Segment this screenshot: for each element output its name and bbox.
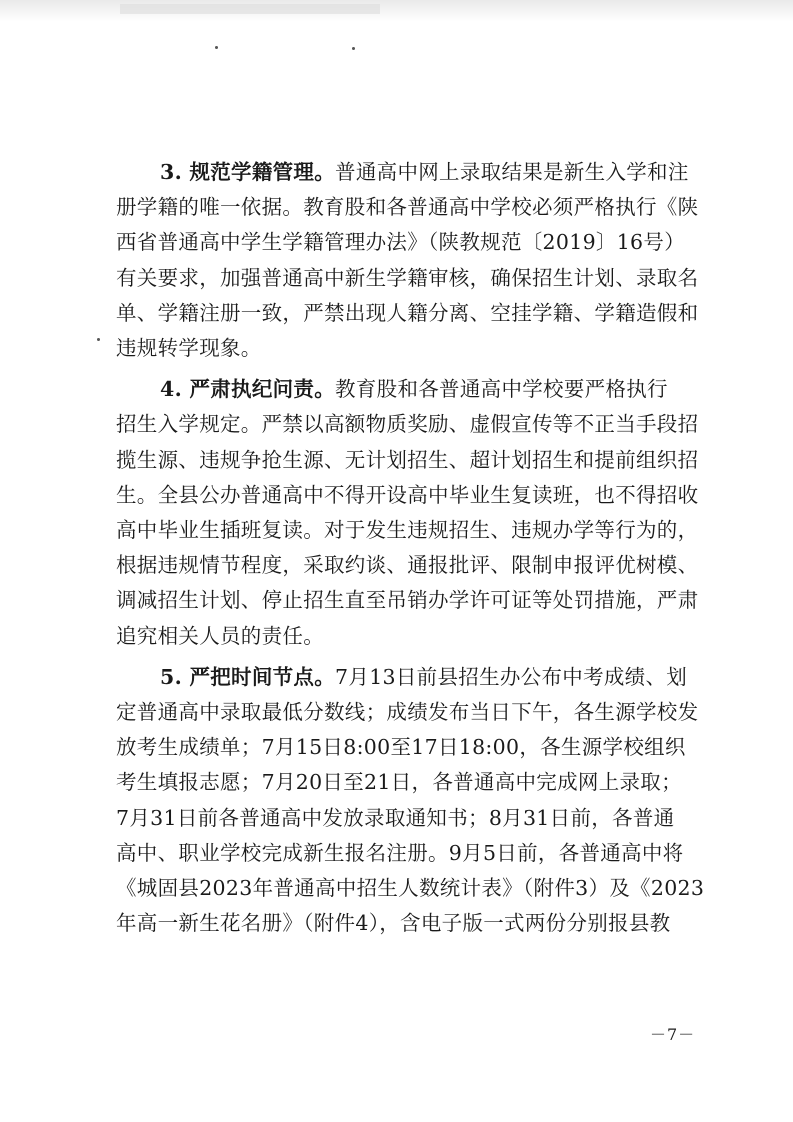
text-line: 定普通高中录取最低分数线；成绩发布当日下午，各生源学校发	[116, 700, 699, 725]
section-heading: 4. 严肃执纪问责。	[160, 377, 336, 402]
text-line: 高中、职业学校完成新生报名注册。9月5日前，各普通高中将	[116, 840, 684, 865]
text-line: 考生填报志愿；7月20日至21日，各普通高中完成网上录取；	[116, 770, 682, 795]
text-line: 年高一新生花名册》（附件4），含电子版一式两份分别报县教	[116, 911, 671, 936]
section-student-registration	[116, 155, 716, 366]
text-line: 揽生源、违规争抢生源、无计划招生、超计划招生和提前组织招	[116, 447, 699, 472]
scan-header-strip	[0, 0, 793, 22]
page-number: －7－	[650, 1025, 696, 1044]
section-heading: 5. 严把时间节点。	[160, 664, 336, 689]
faint-header-mark	[120, 4, 380, 14]
text-line: 放考生成绩单；7月15日8:00至17日18:00，各生源学校组织	[116, 735, 686, 760]
text-line	[116, 372, 716, 407]
text-line: 追究相关人员的责任。	[116, 623, 324, 648]
document-body	[116, 155, 716, 947]
section-discipline-accountability	[116, 372, 716, 654]
text-line: 西省普通高中学生学籍管理办法》（陕教规范〔2019〕16号）	[116, 230, 686, 255]
section-time-nodes	[116, 660, 716, 942]
text-line: 有关要求，加强普通高中新生学籍审核，确保招生计划、录取名	[116, 265, 699, 290]
text-line	[116, 155, 716, 190]
line-text: 教育股和各普通高中学校要严格执行	[335, 377, 668, 402]
line-text: 普通高中网上录取结果是新生入学和注	[335, 160, 689, 184]
line-text: 7月13日前县招生办公布中考成绩、划	[335, 664, 688, 689]
text-line: 根据违规情节程度，采取约谈、通报批评、限制申报评优树模、	[116, 553, 699, 578]
scan-speck	[215, 46, 218, 49]
text-line	[116, 660, 716, 695]
text-line: 单、学籍注册一致，严禁出现人籍分离、空挂学籍、学籍造假和	[116, 300, 699, 325]
text-line: 招生入学规定。严禁以高额物质奖励、虚假宣传等不正当手段招	[116, 412, 699, 437]
section-heading: 3. 规范学籍管理。	[160, 160, 336, 184]
text-line: 7月31日前各普通高中发放录取通知书；8月31日前，各普通	[116, 805, 675, 830]
scan-speck	[352, 47, 355, 50]
scan-speck	[97, 338, 100, 341]
text-line: 高中毕业生插班复读。对于发生违规招生、违规办学等行为的，	[116, 518, 699, 543]
text-line: 册学籍的唯一依据。教育股和各普通高中学校必须严格执行《陕	[116, 195, 699, 220]
text-line: 生。全县公办普通高中不得开设高中毕业生复读班，也不得招收	[116, 482, 699, 507]
text-line: 调减招生计划、停止招生直至吊销办学许可证等处罚措施，严肃	[116, 588, 699, 613]
text-line: 《城固县2023年普通高中招生人数统计表》（附件3）及《2023	[116, 876, 705, 901]
text-line: 违规转学现象。	[116, 336, 262, 361]
